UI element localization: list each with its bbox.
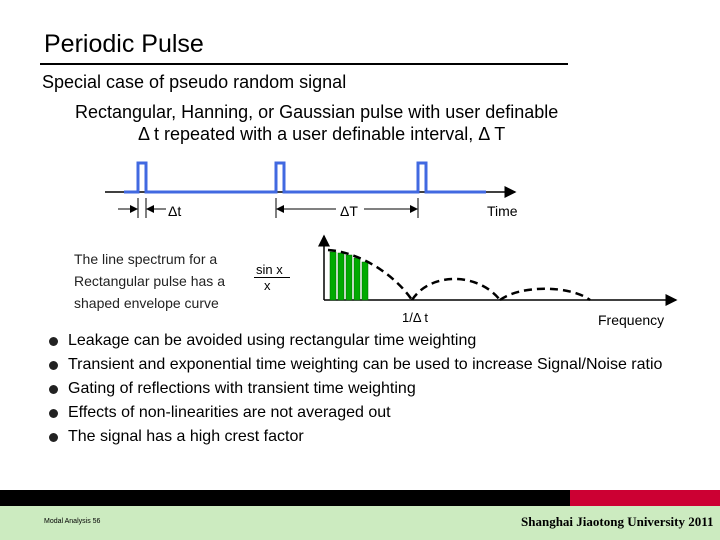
spectrum-bar — [354, 258, 360, 300]
list-item — [46, 356, 686, 374]
bullet-dot-icon — [49, 337, 58, 346]
bullet-text: Transient and exponential time weighting can be used to increase Signal/Noise ratio — [68, 356, 663, 373]
list-item — [46, 404, 686, 422]
delta-T-label: ΔT — [340, 203, 358, 219]
list-item — [46, 428, 686, 446]
bullet-dot-icon — [49, 361, 58, 370]
sinc-envelope-second-lobe — [412, 279, 500, 300]
time-axis-label: Time — [487, 203, 518, 219]
footer-bar-red — [570, 490, 720, 506]
sinx-numerator: sin x — [256, 262, 283, 277]
bullet-list — [46, 332, 686, 452]
sinc-envelope-third-lobe — [500, 289, 590, 300]
page-title: Periodic Pulse — [44, 30, 204, 58]
spectrum-bar — [362, 262, 368, 300]
bullet-text: Gating of reflections with transient time weighting — [68, 380, 416, 397]
footer-slide-label: Modal Analysis 56 — [44, 518, 101, 525]
list-item — [46, 380, 686, 398]
bullet-text: The signal has a high crest factor — [68, 428, 304, 445]
list-item — [46, 332, 686, 350]
subtitle: Special case of pseudo random signal — [42, 72, 347, 92]
spectrum-bars — [330, 252, 368, 300]
bullet-dot-icon — [49, 409, 58, 418]
footer-bar-dark — [0, 490, 570, 506]
line-spectrum-note: The line spectrum for a Rectangular pulse has a shaped envelope curve — [74, 251, 225, 311]
bullet-text: Effects of non-linearities are not averaged out — [68, 404, 391, 421]
delta-t-label: Δt — [168, 203, 182, 219]
description-line-1: Rectangular, Hanning, or Gaussian pulse with user definable — [75, 102, 559, 122]
inverse-delta-t-label: 1/Δ t — [402, 310, 429, 325]
spectrum-bar — [346, 255, 352, 300]
pulse-train — [124, 163, 486, 192]
footer-institution: Shanghai Jiaotong University 2011 — [521, 514, 714, 529]
bullet-text: Leakage can be avoided using rectangular time weighting — [68, 332, 477, 349]
spectrum-bar — [338, 253, 344, 300]
bullet-dot-icon — [49, 385, 58, 394]
fraction-bar — [254, 277, 290, 278]
description-line-2: Δ t repeated with a user definable interval, Δ T — [138, 124, 506, 144]
bullet-dot-icon — [49, 433, 58, 442]
sinx-denominator: x — [264, 278, 271, 293]
frequency-axis-label: Frequency — [598, 312, 665, 328]
spectrum-bar — [330, 252, 336, 300]
